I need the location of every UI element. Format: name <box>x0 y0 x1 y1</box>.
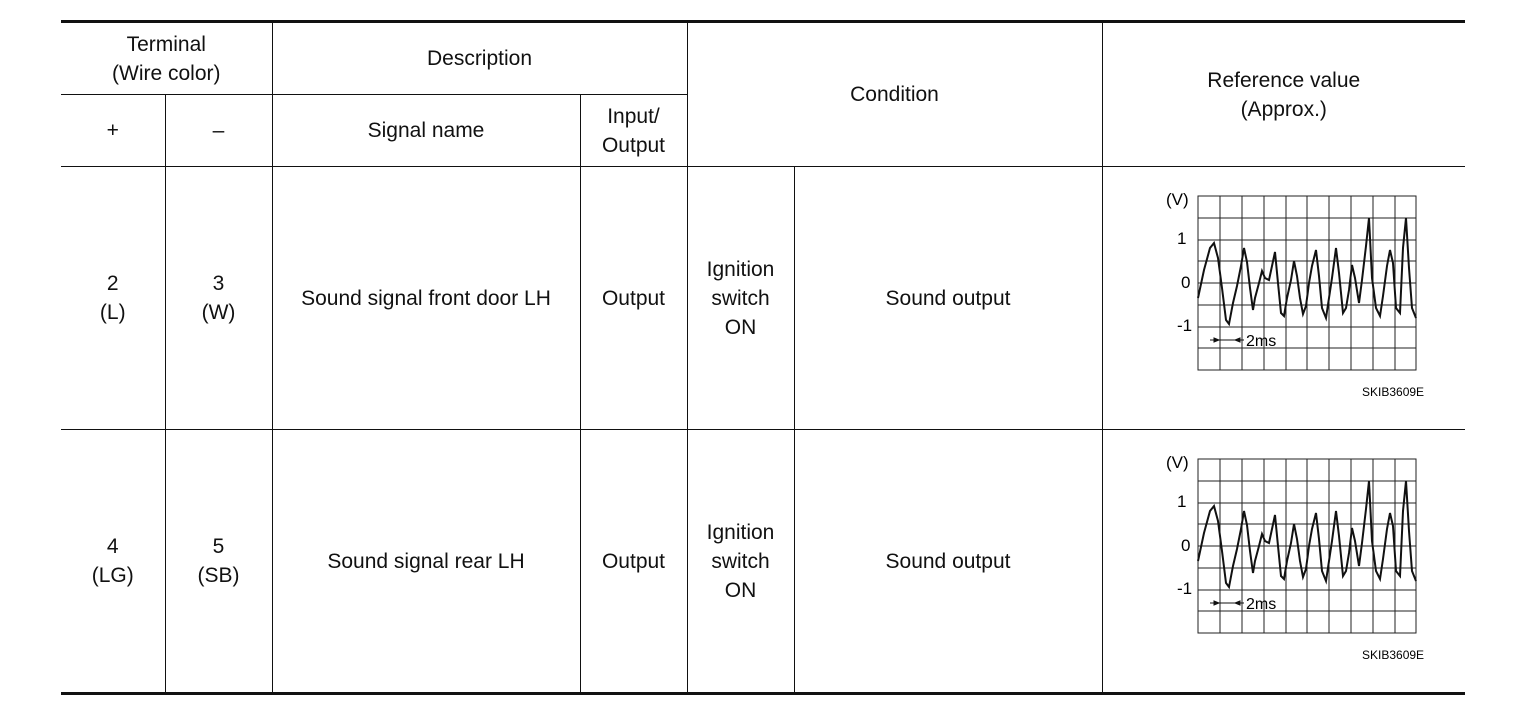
time-scale-label: 2ms <box>1245 333 1276 350</box>
signal-name: Sound signal rear LH <box>272 430 580 694</box>
oscilloscope-waveform-icon <box>1134 188 1434 408</box>
terminal-header-line1: Terminal <box>126 32 206 56</box>
waveform-grid <box>1198 459 1416 633</box>
reference-waveform <box>1102 167 1465 430</box>
wire-color: (W) <box>201 301 236 324</box>
condition-value: Sound output <box>794 167 1102 430</box>
ytick-label: 0 <box>1180 273 1191 292</box>
waveform-unit-label: (V) <box>1165 190 1189 209</box>
ytick-label: -1 <box>1176 579 1192 598</box>
table-row <box>61 430 1465 694</box>
switch-line1: Ignition <box>706 520 775 544</box>
terminal-number: 2 <box>106 272 119 295</box>
terminal-header <box>61 22 272 95</box>
signal-name-header: Signal name <box>272 95 580 167</box>
figure-code: SKIB3609E <box>1361 648 1424 662</box>
description-header: Description <box>272 22 687 95</box>
ytick-label: 0 <box>1180 536 1191 555</box>
time-scale-label: 2ms <box>1245 596 1276 613</box>
oscilloscope-waveform-icon <box>1134 451 1434 671</box>
ytick-label: 1 <box>1176 492 1187 511</box>
ytick-label: 1 <box>1176 229 1187 248</box>
signal-name: Sound signal front door LH <box>272 167 580 430</box>
switch-line2: switch <box>711 549 770 573</box>
terminal-spec-table <box>61 20 1465 695</box>
switch-state <box>687 430 794 694</box>
terminal-number: 5 <box>212 535 225 558</box>
switch-line2: switch <box>711 286 770 310</box>
wire-color: (SB) <box>197 564 240 587</box>
condition-value: Sound output <box>794 430 1102 694</box>
switch-line3: ON <box>724 315 757 339</box>
io-header-line2: Output <box>601 133 666 157</box>
minus-terminal <box>165 167 272 430</box>
reference-header-line2: (Approx.) <box>1240 97 1327 121</box>
switch-line1: Ignition <box>706 257 775 281</box>
wire-color: (LG) <box>91 564 134 587</box>
time-scale-marker <box>1210 601 1244 605</box>
wire-color: (L) <box>99 301 126 324</box>
plus-terminal <box>61 167 165 430</box>
reference-waveform <box>1102 430 1465 694</box>
plus-header: + <box>61 95 165 167</box>
plus-terminal <box>61 430 165 694</box>
io-value: Output <box>580 430 687 694</box>
waveform-grid <box>1198 196 1416 370</box>
reference-header-line1: Reference value <box>1207 68 1361 92</box>
switch-state <box>687 167 794 430</box>
terminal-header-line2: (Wire color) <box>112 61 221 85</box>
minus-header: – <box>165 95 272 167</box>
time-scale-marker <box>1210 338 1244 342</box>
switch-line3: ON <box>724 578 757 602</box>
table-row <box>61 167 1465 430</box>
waveform-unit-label: (V) <box>1165 453 1189 472</box>
reference-header <box>1102 22 1465 167</box>
io-value: Output <box>580 167 687 430</box>
terminal-number: 4 <box>106 535 119 558</box>
minus-terminal <box>165 430 272 694</box>
io-header-line1: Input/ <box>607 104 660 128</box>
terminal-number: 3 <box>212 272 225 295</box>
condition-header: Condition <box>687 22 1102 167</box>
io-header <box>580 95 687 167</box>
figure-code: SKIB3609E <box>1361 385 1424 399</box>
ytick-label: -1 <box>1176 316 1192 335</box>
